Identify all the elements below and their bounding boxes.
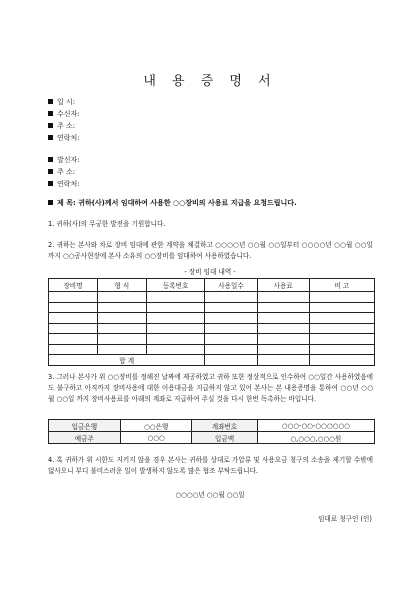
table-row <box>49 302 375 313</box>
field-recipient-address-label: 주 소: <box>57 122 76 130</box>
field-sender-address <box>48 168 75 177</box>
bullet-square-icon <box>48 99 53 104</box>
header-usage-days: 사용일수 <box>205 279 257 292</box>
header-equipment-name: 장비명 <box>49 279 98 292</box>
equipment-table-header <box>49 279 375 292</box>
bullet-square-icon <box>48 123 53 128</box>
field-recipient <box>48 110 80 119</box>
account-number-label: 계좌번호 <box>192 420 257 432</box>
header-registration-number: 등록번호 <box>146 279 205 292</box>
deposit-amount-value: ○,○○○,○○○원 <box>257 432 374 444</box>
table-row <box>49 420 375 432</box>
field-sender-contact-label: 연락처: <box>57 180 80 188</box>
field-recipient-address <box>48 122 75 131</box>
paragraph-1: 1. 귀하(사)의 무궁한 발전을 기원합니다. <box>48 220 166 228</box>
subject-line <box>48 198 297 208</box>
table-row <box>49 334 375 345</box>
paragraph-3: 3. 그러나 본사가 위 ○○장비를 정해진 날짜에 제공하였고 귀하 또한 정상적으로 인수하여 ○○일간 사용하였음에도 불구하고 아직까지 장비사용에 대한 이용대금을 지급하지 않고 있어 본사는 본 내용증명을 통하여 ○○년 ○○월 ○○일 까지 장비사용료를 아래의 계좌로 지급하여 주실 것을 다시 한번 독촉하는 바입니다. <box>48 373 373 403</box>
header-type: 형 식 <box>97 279 146 292</box>
equipment-table <box>48 278 375 366</box>
signature-line: 임대료 청구인 (인) <box>318 515 372 523</box>
table-row <box>49 292 375 303</box>
bank-name-label: 입금은행 <box>49 420 121 432</box>
account-holder-value: ○○○ <box>120 432 192 444</box>
table-row <box>49 432 375 444</box>
total-row <box>49 355 375 366</box>
account-number-value: ○○○-○○-○○○○○○ <box>257 420 374 432</box>
bank-name-value: ○○은행 <box>120 420 192 432</box>
paragraph-2: 2. 귀하는 본사와 차로 장비 임대에 관한 계약을 체결하고 ○○○○년 ○○월 ○○일부터 ○○○○년 ○○월 ○○일까지 ○○공사현장에 본사 소유의 ○○장비를 임대하여 사용하였습니다. <box>48 241 373 260</box>
table-row <box>49 313 375 324</box>
bank-account-table <box>48 419 375 444</box>
bullet-square-icon <box>48 157 53 162</box>
deposit-amount-label: 입금액 <box>192 432 257 444</box>
field-date-label: 일 시: <box>57 98 76 106</box>
field-sender-address-label: 주 소: <box>57 168 76 176</box>
table-row <box>49 344 375 355</box>
account-holder-label: 예금주 <box>49 432 121 444</box>
header-usage-fee: 사용료 <box>257 279 309 292</box>
bullet-square-icon <box>48 169 53 174</box>
bullet-square-icon <box>48 135 53 140</box>
total-label: 합 계 <box>49 355 205 366</box>
field-sender-contact <box>48 180 80 189</box>
field-date <box>48 98 75 107</box>
field-recipient-contact-label: 연락처: <box>57 134 80 142</box>
field-sender-label: 발신자: <box>57 156 80 164</box>
field-recipient-label: 수신자: <box>57 110 80 118</box>
bullet-square-icon <box>48 181 53 186</box>
subject-text: 제 목: 귀하(사)께서 임대하여 사용한 ○○장비의 사용료 지급을 요청드립니다. <box>57 199 297 207</box>
bullet-square-icon <box>48 200 53 205</box>
bullet-square-icon <box>48 111 53 116</box>
date-line: ○○○○년 ○○월 ○○일 <box>175 491 245 499</box>
header-remarks: 비 고 <box>309 279 374 292</box>
document-title: 내 용 증 명 서 <box>143 74 277 89</box>
equipment-caption: - 장비 임대 내역 - <box>184 268 236 276</box>
paragraph-4: 4. 혹 귀하가 위 시한도 지키지 않을 경우 본사는 귀하를 상대로 가압류 및 사용요금 청구의 소송을 제기할 수밖에 없사오니 부디 불미스러운 일이 발생하지 않도록 많은 협조 부탁드립니다. <box>48 456 373 475</box>
table-row <box>49 323 375 334</box>
field-sender <box>48 156 80 165</box>
field-recipient-contact <box>48 134 80 143</box>
